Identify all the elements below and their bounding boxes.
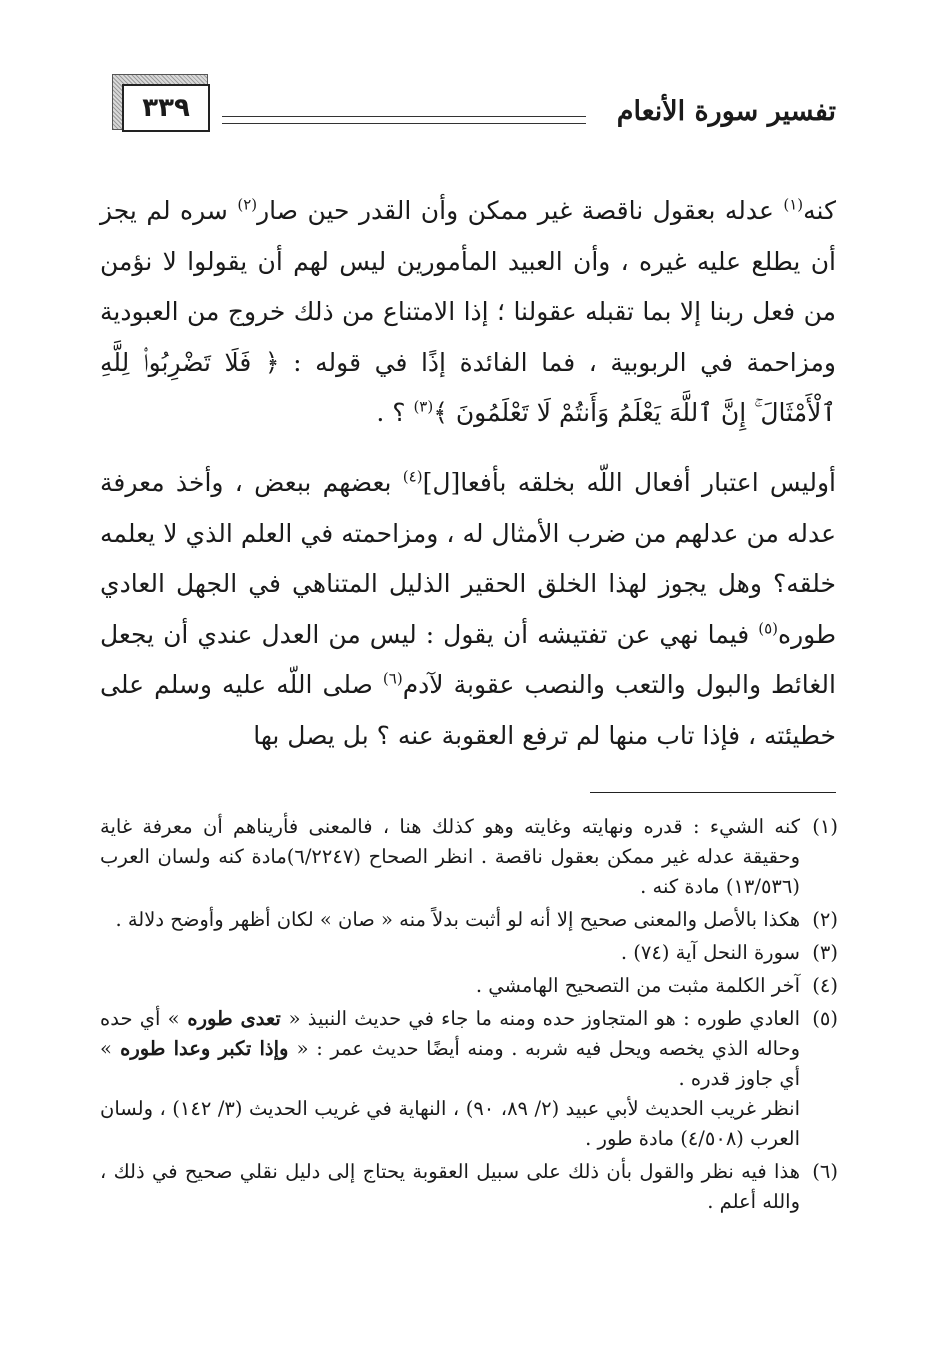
footnote-ref-3: (٣)	[413, 397, 434, 416]
para1-text-4: ؟ .	[376, 398, 414, 427]
footnote-3	[100, 938, 838, 968]
para1-text-1: كنه	[803, 196, 836, 225]
footnote-ref-1: (١)	[783, 195, 804, 214]
footnote-number: (٤)	[812, 974, 838, 997]
quoted-phrase: وإذا تكبر وعدا طوره	[111, 1037, 297, 1060]
footnote-text: سورة النحل آية (٧٤) .	[620, 941, 800, 964]
footnote-2	[100, 905, 838, 935]
footnote-number: (٥)	[812, 1007, 838, 1030]
page-number-box	[112, 74, 208, 132]
footnote-6	[100, 1157, 838, 1217]
header-rule	[222, 116, 586, 124]
footnote-number: (٢)	[812, 908, 838, 931]
footnote-text: كنه الشيء : قدره ونهايته وغايته وهو كذلك هنا ، فالمعنى فأريناهم أن معرفة غاية وحقيقة عدله غير ممكن بعقول ناقصة . انظر الصحاح (٦/٢٢٤٧)مادة كنه ولسان العرب (١٣/٥٣٦) مادة كنه .	[100, 815, 800, 898]
para2-text-1: أوليس اعتبار أفعال اللّه بخلقه بأفعا[ل]	[422, 468, 836, 497]
footnote-separator	[590, 792, 836, 793]
paragraph-2	[100, 458, 836, 761]
footnote-1	[100, 812, 838, 902]
footnote-reference-text: انظر غريب الحديث لأبي عبيد (٢/ ٨٩، ٩٠) ، النهاية في غريب الحديث (٣/ ١٤٢) ، ولسان العرب (٤/٥٠٨) مادة طور .	[100, 1097, 800, 1150]
para2-text-4: صلى اللّه عليه وسلم على خطيئته ، فإذا تاب منها لم ترفع العقوبة عنه ؟ بل يصل بها	[100, 670, 836, 750]
footnote-number: (٣)	[812, 941, 838, 964]
footnote-4	[100, 971, 838, 1001]
quoted-phrase: تعدى طوره	[179, 1007, 289, 1030]
footnote-ref-5: (٥)	[758, 619, 779, 638]
footnote-text: العادي طوره : هو المتجاوز حده ومنه ما جاء في حديث النبيذ «	[288, 1007, 800, 1030]
footnote-number: (٦)	[812, 1160, 838, 1183]
footnotes	[100, 812, 838, 1220]
page-number: ٣٣٩	[122, 84, 210, 132]
footnote-number: (١)	[812, 815, 838, 838]
para1-text-2: عدله بعقول ناقصة غير ممكن وأن القدر حين صار	[257, 196, 784, 225]
footnote-5	[100, 1004, 838, 1154]
para2-text-2: بعضهم ببعض ، وأخذ معرفة عدله من عدلهم من ضرب الأمثال له ، ومزاحمته في العلم الذي لا يعلمه خلقه؟ وهل يجوز لهذا الخلق الحقير الذليل المتناهي في الجهل العادي طوره	[100, 468, 836, 649]
paragraph-1	[100, 186, 836, 439]
running-title: تفسير سورة الأنعام	[616, 96, 836, 127]
footnote-ref-4: (٤)	[402, 467, 423, 486]
para1-text-3: سره لم يجز أن يطلع عليه غيره ، وأن العبيد المأمورين ليس لهم أن يقولوا لا نؤمن من فعل ربنا إلا بما تقبله عقولنا ؛ إذا الامتناع من ذلك خروج من العبودية ومزاحمة في الربوبية ، فما الفائدة إذًا في قوله : ﴿ فَلَا تَضْرِبُوا۟ لِلَّهِ ٱلْأَمْثَالَ ۚ إِنَّ ٱللَّهَ يَعْلَمُ وَأَنتُمْ لَا تَعْلَمُونَ ﴾	[100, 196, 836, 427]
footnote-text: » أي جاوز قدره .	[100, 1037, 800, 1090]
footnote-ref-2: (٢)	[237, 195, 258, 214]
footnote-text: آخر الكلمة مثبت من التصحيح الهامشي .	[475, 974, 800, 997]
footnote-text: هذا فيه نظر والقول بأن ذلك على سبيل العقوبة يحتاج إلى دليل نقلي صحيح في ذلك ، والله أعلم .	[100, 1160, 800, 1213]
footnote-text: » أي حده وحاله الذي يخصه ويحل فيه شربه . ومنه أيضًا حديث عمر : «	[100, 1007, 800, 1060]
footnote-text: هكذا بالأصل والمعنى صحيح إلا أنه لو أثبت بدلاً منه « صان » لكان أظهر وأوضح دلالة .	[115, 908, 800, 931]
footnote-ref-6: (٦)	[382, 669, 403, 688]
para2-text-3: فيما نهي عن تفتيشه أن يقول : ليس من العدل عندي أن يجعل الغائط والبول والتعب والنصب عقوبة لآدم	[100, 619, 836, 699]
